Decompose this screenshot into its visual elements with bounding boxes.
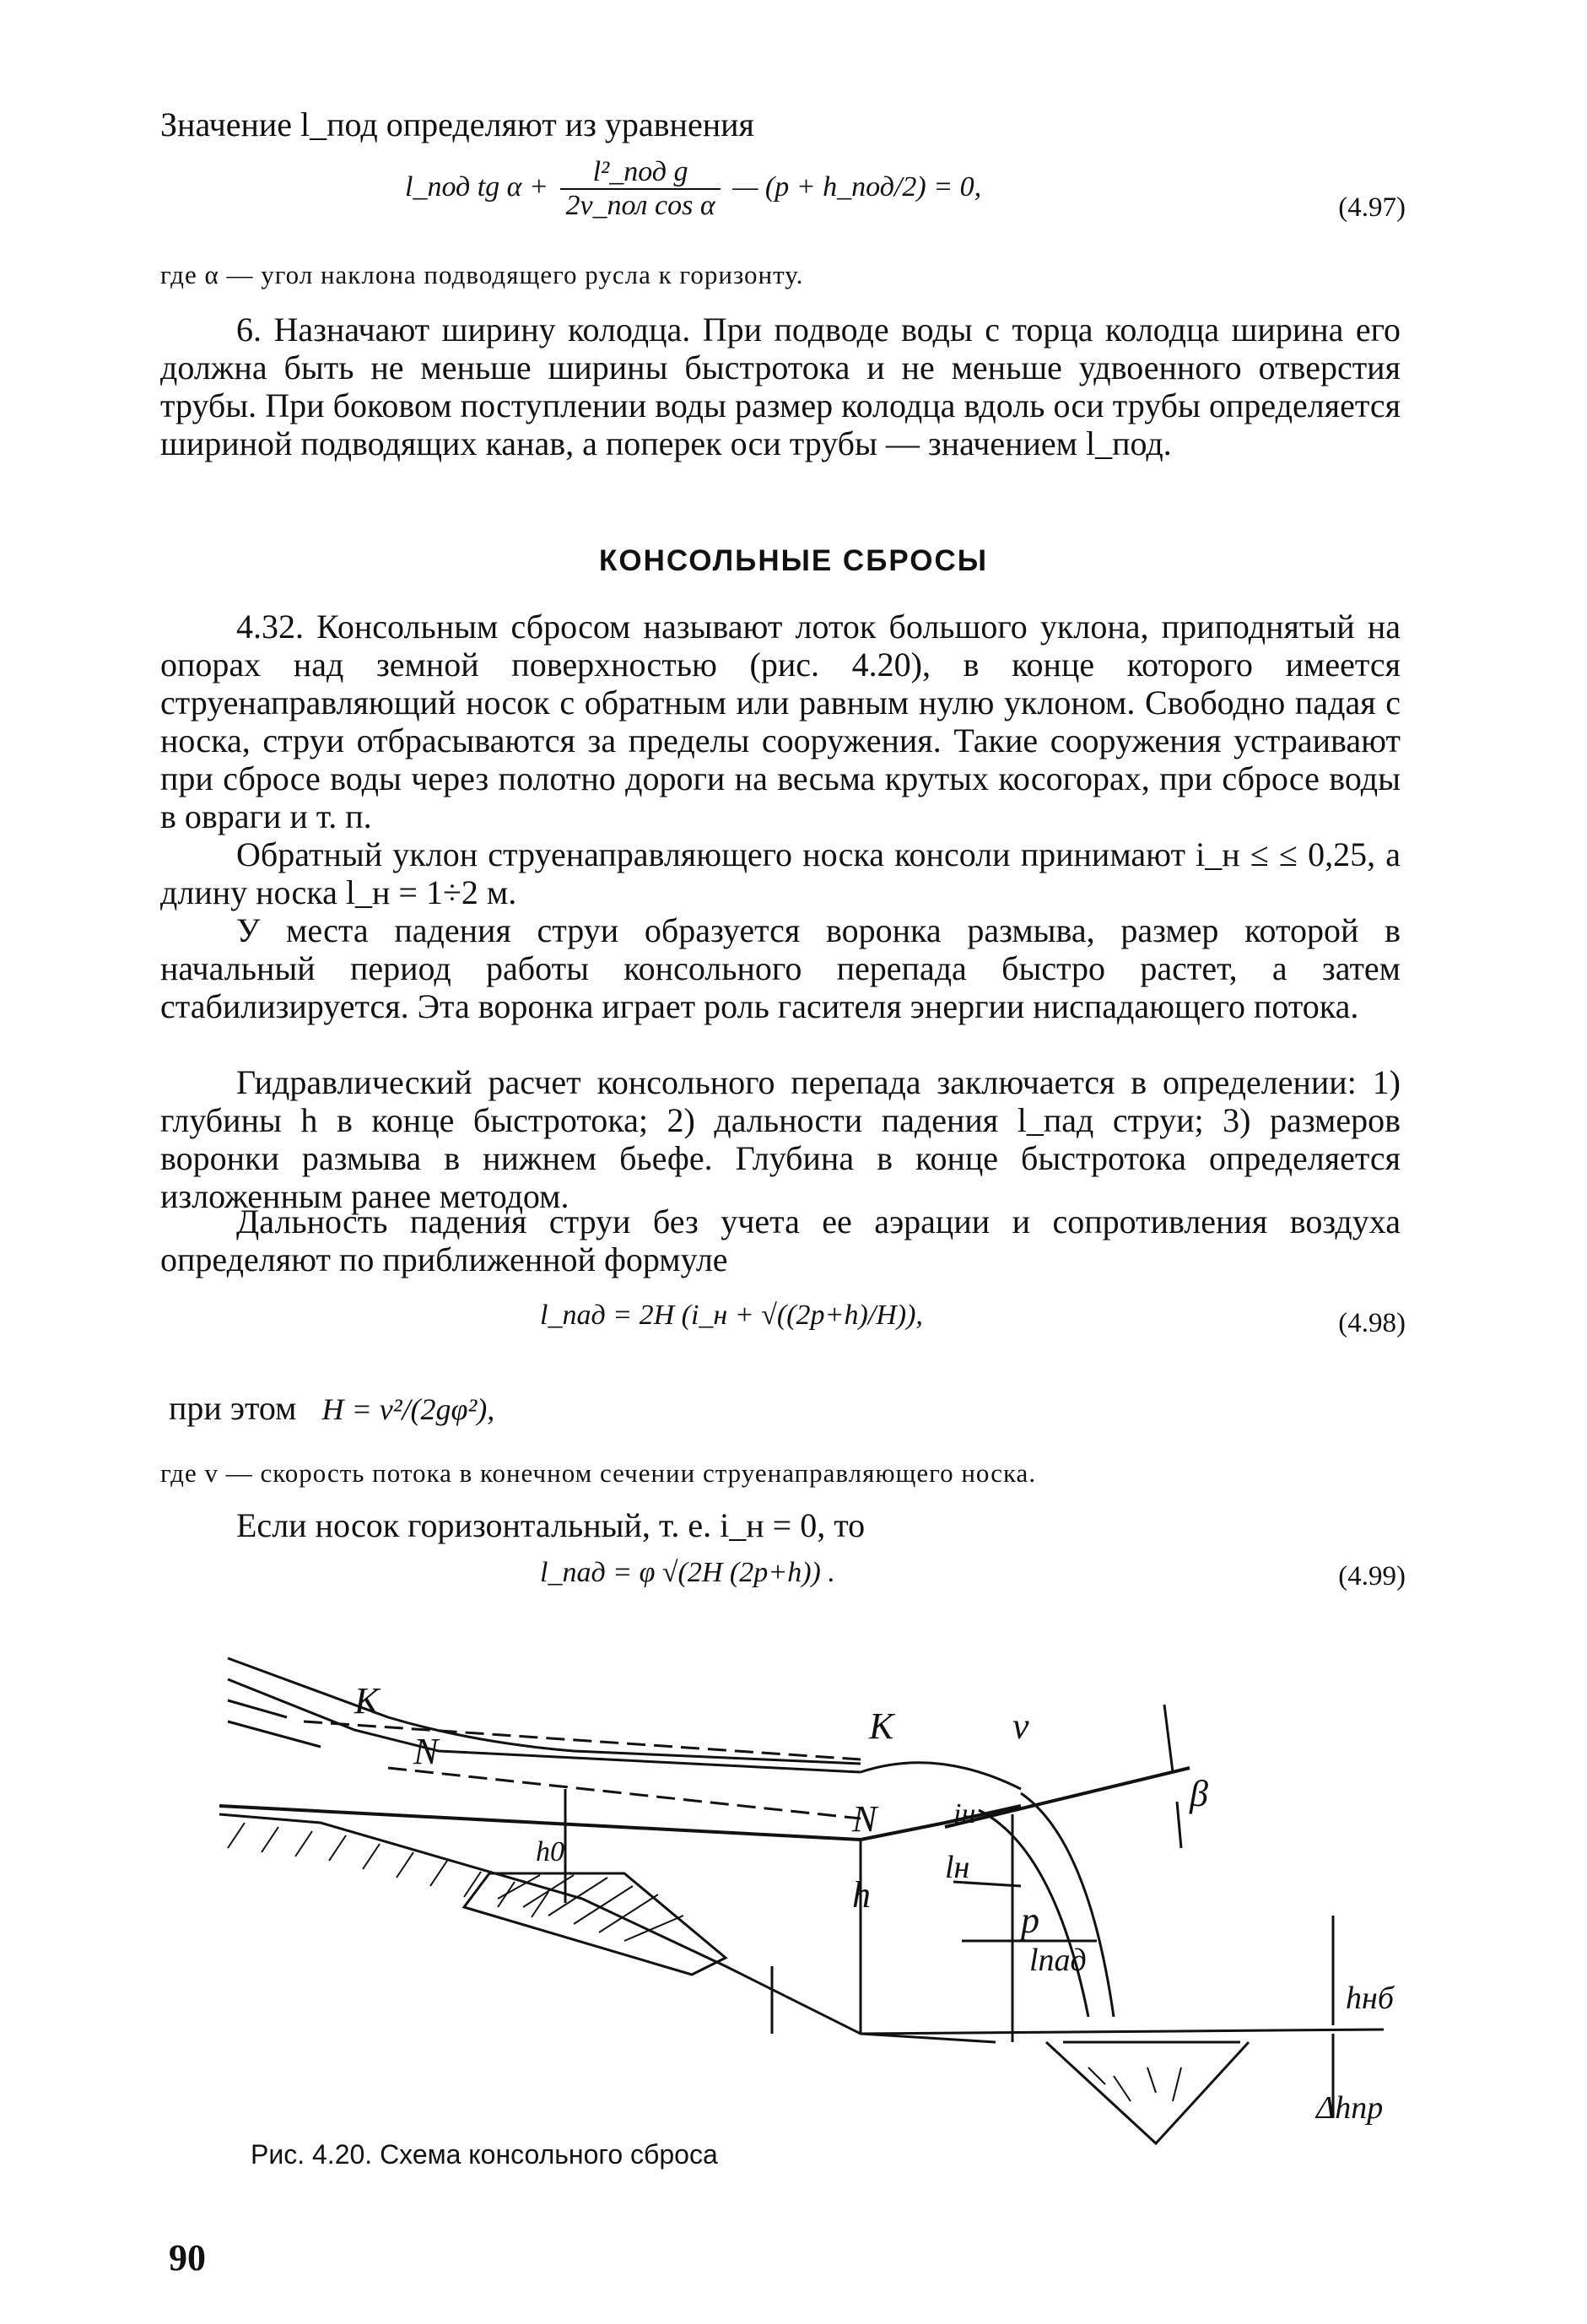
label-p: p	[1021, 1900, 1039, 1941]
label-k-upstream: K	[354, 1680, 380, 1721]
label-n-upstream: N	[413, 1731, 439, 1772]
eq-4-97-rest: — (p + h_под/2) = 0,	[732, 170, 982, 203]
paragraph-funnel: У места падения струи образуется воронка размыва, размер которой в начальный период работы консольного перепада быстро растет, а затем стабилизируется. Эта воронка играет роль гасителя энергии ниспадающего потока.	[160, 911, 1401, 1025]
page-number: 90	[169, 2237, 206, 2278]
label-h0: h0	[536, 1836, 564, 1867]
horizontal-nose-line: Если носок горизонтальный, т. е. i_н = 0, то	[236, 1506, 866, 1544]
alpha-note: где α — угол наклона подводящего русла к горизонту.	[160, 260, 804, 289]
k-line	[304, 1721, 861, 1759]
eq-4-97-numerator: l²_под g	[560, 156, 720, 190]
label-k-nose: K	[869, 1705, 894, 1747]
figure-caption: Рис. 4.20. Схема консольного сброса	[251, 2139, 718, 2170]
label-dh-pr: Δhпр	[1316, 2090, 1384, 2126]
label-l-pad: lпад	[1029, 1943, 1087, 1978]
scour-funnel	[1046, 2042, 1249, 2143]
label-velocity: v	[1012, 1705, 1029, 1747]
ground-line	[219, 1814, 996, 2042]
intro-line: Значение l_под определяют из уравнения	[160, 105, 754, 143]
paragraph-4-32: 4.32. Консольным сбросом называют лоток большого уклона, приподнятый на опорах над земной поверхностью (рис. 4.20), в конце которого имеется струенаправляющий носок с обратным или равным нулю уклоном. Свободно падая с носка, струи отбрасываются за пределы сооружения. Такие сооружения устраивают при сбросе воды через полотно дороги на весьма крутых косогорах, при сбросе воды в овраги и т. п.	[160, 608, 1401, 835]
support-block	[464, 1873, 726, 1975]
water-surface-line	[228, 1658, 861, 1764]
tailwater-level	[861, 2029, 1384, 2034]
figure-cantilever-drop	[219, 1646, 1394, 2152]
eq-4-97-number: (4.97)	[1338, 192, 1406, 223]
n-line	[388, 1768, 861, 1819]
h-definition	[169, 1388, 494, 1428]
label-h-nb: hнб	[1346, 1981, 1394, 2016]
paragraph-slope: Обратный уклон струенаправляющего носка консоли принимают i_н ≤ ≤ 0,25, а длину носка l_н = 1÷2 м.	[160, 835, 1401, 911]
equation-4-99: l_пад = φ √(2H (2p+h)) .	[540, 1557, 835, 1588]
label-i-n: iн	[953, 1798, 976, 1829]
eq-4-97-fraction	[560, 156, 720, 222]
velocity-vector	[945, 1768, 1190, 1827]
section-heading: КОНСОЛЬНЫЕ СБРОСЫ	[598, 544, 989, 577]
eq-4-97-denominator: 2v_пол cos α	[565, 190, 715, 221]
label-h: h	[852, 1874, 871, 1916]
paragraph-6: 6. Назначают ширину колодца. При подводе воды с торца колодца ширина его должна быть не меньше ширины быстротока и не меньше удвоенного отверстия трубы. При боковом поступлении воды размер колодца вдоль оси трубы определяется шириной подводящих канав, а поперек оси трубы — значением l_под.	[160, 311, 1401, 462]
paragraph-range: Дальность падения струи без учета ее аэрации и сопротивления воздуха определяют по приближенной формуле	[160, 1203, 1401, 1278]
equation-4-97	[405, 156, 981, 222]
label-beta: β	[1190, 1773, 1208, 1814]
eq-4-99-number: (4.99)	[1338, 1561, 1406, 1592]
eq-4-97-term1: l_под tg α +	[405, 170, 548, 203]
equation-4-98: l_пад = 2H (i_н + √((2p+h)/H)),	[540, 1300, 923, 1331]
paragraph-calc: Гидравлический расчет консольного перепада заключается в определении: 1) глубины h в конце быстротока; 2) дальности падения l_пад струи; 3) размеров воронки размыва в нижнем бьефе. Глубина в конце быстротока определяется изложенным ранее методом.	[160, 1063, 1401, 1215]
eq-4-98-number: (4.98)	[1338, 1308, 1406, 1338]
h-def-prefix: при этом	[169, 1389, 297, 1427]
h-def-formula: H = v²/(2gφ²),	[321, 1392, 495, 1426]
v-note: где v — скорость потока в конечном сечении струенаправляющего носка.	[160, 1458, 1037, 1488]
label-n-nose: N	[852, 1798, 877, 1840]
label-l-n: lн	[945, 1850, 970, 1885]
